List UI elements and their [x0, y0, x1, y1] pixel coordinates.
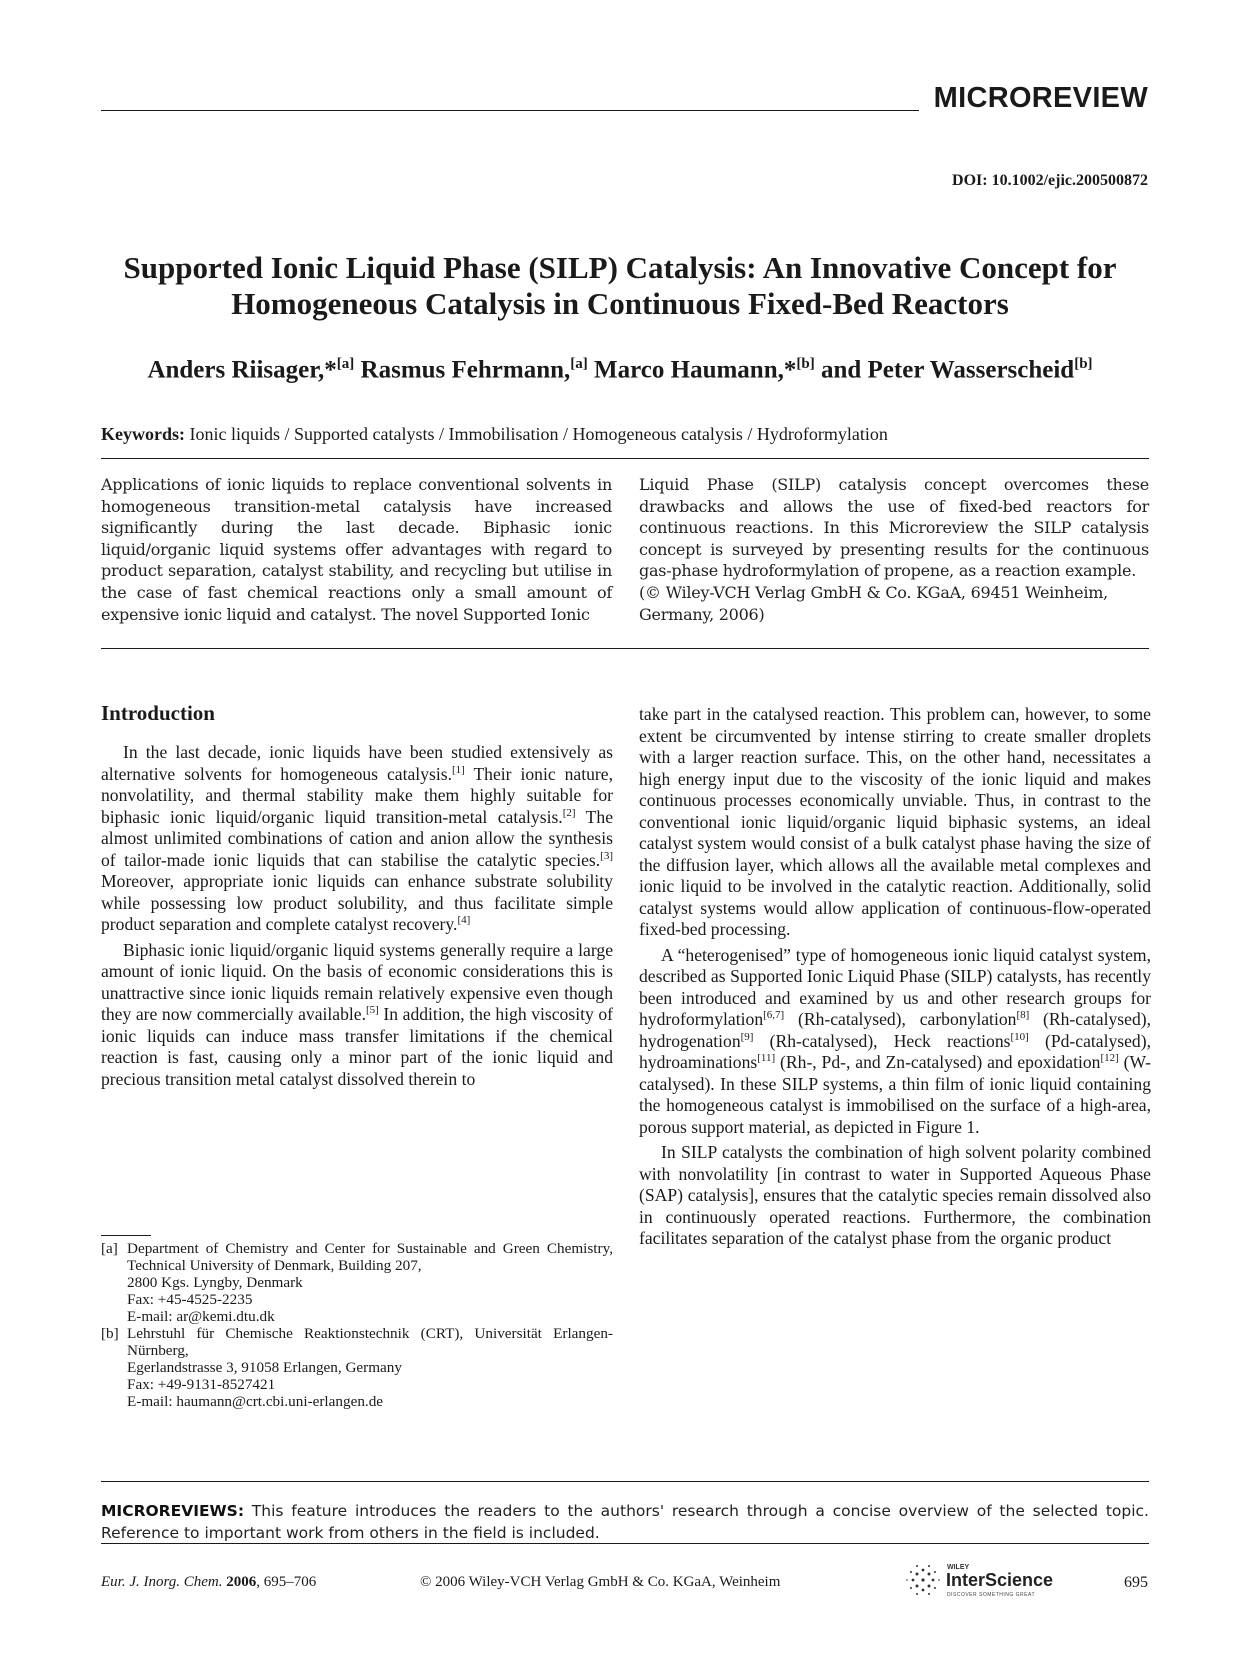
text-run: Their ionic nature, nonvolatility, and thermal stability make them highly suitable for biphasic ionic liquid/organic liquid transition-metal catalysis.	[101, 763, 613, 827]
reference-citation: [8]	[1016, 1009, 1030, 1022]
footnote-b-line-3: Fax: +49-9131-8527421	[127, 1376, 276, 1393]
note-label: MICROREVIEWS:	[101, 1502, 245, 1520]
text-run: (Rh-catalysed), carbonylation	[784, 1009, 1017, 1029]
abstract-copyright-line-2: Germany, 2006)	[639, 604, 765, 624]
journal-year: 2006	[226, 1574, 257, 1590]
intro-paragraph-1	[101, 742, 613, 936]
reference-citation: [3]	[600, 849, 613, 862]
footnote-rule	[101, 1235, 151, 1236]
abstract-bottom-rule	[101, 648, 1149, 649]
author-separator: and	[814, 356, 868, 384]
globe-icon	[906, 1565, 940, 1595]
body-column-right	[639, 704, 1151, 1250]
page-number: 695	[1124, 1574, 1148, 1591]
abstract-right-text: Liquid Phase (SILP) catalysis concept overcomes these drawbacks and allows the use of fixed-bed reactors for continuous reactions. In this Microreview the SILP catalysis concept is surveyed by presenting results for the continuous gas-phase hydroformylation of propene, as a reaction example.	[639, 475, 1149, 581]
text-run: (Rh-catalysed), hydrogenation	[639, 1009, 1151, 1051]
author-name: Marco Haumann,*	[594, 356, 797, 384]
text-run: The almost unlimited combinations of cation and anion allow the synthesis of tailor-made ionic liquids that can stabilise the catalytic species.	[101, 806, 613, 870]
author-affiliation: [a]	[336, 356, 355, 372]
reference-citation: [2]	[562, 806, 576, 819]
footnote-b-line-1: Lehrstuhl für Chemische Reaktionstechnik (CRT), Universität Erlangen-Nürnberg,	[127, 1325, 613, 1359]
text-run: (Rh-, Pd-, and Zn-catalysed) and epoxidation	[775, 1052, 1101, 1072]
note-bottom-rule	[101, 1543, 1149, 1544]
reference-citation: [12]	[1100, 1052, 1119, 1065]
author-name: Anders Riisager,*	[147, 356, 337, 384]
author-affiliation: [b]	[796, 356, 815, 372]
footnote-a-line-2: 2800 Kgs. Lyngby, Denmark	[127, 1274, 303, 1291]
author-name: Peter Wasserscheid	[867, 356, 1075, 384]
journal-citation	[101, 1574, 316, 1591]
footnote-a-line-4: E-mail: ar@kemi.dtu.dk	[127, 1308, 275, 1325]
title-line-1: Supported Ionic Liquid Phase (SILP) Catalysis: An Innovative Concept for	[123, 250, 1117, 285]
text-run: Biphasic ionic liquid/organic liquid systems generally require a large amount of ionic liquid. On the basis of economic considerations this is unattractive since ionic liquids remain relatively expensive even though they are now commercially available.	[101, 939, 613, 1024]
text-run: In addition, the high viscosity of ionic liquids can induce mass transfer limitations if the chemical reaction is fast, causing only a minor part of the ionic liquid and precious transition metal catalyst dissolved therein to	[101, 1004, 613, 1089]
reference-citation: [5]	[366, 1004, 379, 1017]
text-run: A “heterogenised” type of homogeneous ionic liquid catalyst system, described as Supported Ionic Liquid Phase (SILP) catalysts, has recently been introduced and examined by us and other research groups for hydroformylation	[639, 944, 1151, 1029]
intro-paragraph-5	[639, 1142, 1151, 1250]
title-line-2: Homogeneous Catalysis in Continuous Fixed-Bed Reactors	[231, 286, 1009, 321]
author-affiliation: [b]	[1074, 356, 1093, 372]
keywords	[101, 424, 888, 445]
note-text: This feature introduces the readers to the authors' research through a concise overview of the selected topic. Reference to important work from others in the field is included.	[101, 1502, 1149, 1542]
authors	[100, 356, 1140, 384]
microreviews-note	[101, 1500, 1149, 1544]
keywords-label: Keywords:	[101, 424, 185, 444]
logo-name: InterScience	[946, 1570, 1054, 1590]
footnote-a-line-3: Fax: +45-4525-2235	[127, 1291, 253, 1308]
doi: DOI: 10.1002/ejic.200500872	[952, 172, 1148, 189]
affiliation-footnotes	[101, 1240, 613, 1410]
interscience-logo	[905, 1560, 1080, 1600]
intro-paragraph-2	[101, 940, 613, 1091]
footnote-a	[101, 1240, 613, 1325]
reference-citation: [11]	[757, 1052, 776, 1065]
author-affiliation: [a]	[570, 356, 588, 372]
abstract-right	[639, 474, 1149, 625]
introduction-heading: Introduction	[101, 701, 215, 725]
reference-citation: [6,7]	[763, 1009, 785, 1022]
intro-paragraph-4	[639, 945, 1151, 1139]
abstract-top-rule	[101, 458, 1149, 459]
intro-paragraph-3	[639, 704, 1151, 941]
article-title	[100, 250, 1140, 322]
footnote-tag: [a]	[101, 1240, 118, 1257]
section-label: MICROREVIEW	[933, 82, 1148, 114]
keywords-text: Ionic liquids / Supported catalysts / Immobilisation / Homogeneous catalysis / Hydroformylation	[189, 424, 888, 444]
text-run: In SILP catalysts the combination of high solvent polarity combined with nonvolatility [in contrast to water in Supported Aqueous Phase (SAP) catalysis], ensures that the catalytic species remain dissolved also in continuously operated reactions. Furthermore, the combination facilitates separation of the catalyst phase from the organic product	[639, 1142, 1151, 1248]
author-name: Rasmus Fehrmann,	[360, 356, 571, 384]
footer-copyright: © 2006 Wiley-VCH Verlag GmbH & Co. KGaA, Weinheim	[420, 1574, 781, 1590]
text-run: Moreover, appropriate ionic liquids can enhance substrate solubility while possessing low product solubility, and thus facilitate simple product separation and complete catalyst recovery.	[101, 871, 613, 934]
logo-tagline: DISCOVER SOMETHING GREAT	[947, 1592, 1036, 1598]
journal-name: Eur. J. Inorg. Chem.	[101, 1574, 223, 1590]
text-run: (Pd-catalysed), hydroaminations	[639, 1030, 1151, 1072]
footnote-b-line-2: Egerlandstrasse 3, 91058 Erlangen, Germany	[127, 1359, 402, 1376]
header-rule	[101, 110, 919, 111]
reference-citation: [1]	[451, 763, 465, 776]
note-top-rule	[101, 1481, 1149, 1482]
body-column-left	[101, 742, 613, 1090]
reference-citation: [10]	[1010, 1030, 1029, 1043]
journal-pages: , 695–706	[256, 1574, 317, 1590]
reference-citation: [9]	[740, 1030, 754, 1043]
footnote-b	[101, 1325, 613, 1410]
logo-brand: WILEY	[947, 1564, 970, 1571]
text-run: (Rh-catalysed), Heck reactions	[753, 1030, 1011, 1051]
footnote-a-line-1: Department of Chemistry and Center for Sustainable and Green Chemistry, Technical University of Denmark, Building 207,	[127, 1240, 613, 1274]
text-run: In the last decade, ionic liquids have been studied extensively as alternative solvents for homogeneous catalysis.	[101, 742, 613, 784]
abstract-left: Applications of ionic liquids to replace conventional solvents in homogeneous transition-metal catalysis have increased significantly during the last decade. Biphasic ionic liquid/organic liquid systems offer advantages with regard to product separation, catalyst stability, and recycling but utilise in the case of fast chemical reactions only a small amount of expensive ionic liquid and catalyst. The novel Supported Ionic	[101, 475, 612, 624]
abstract-copyright-line-1: (© Wiley-VCH Verlag GmbH & Co. KGaA, 69451 Weinheim,	[639, 582, 1108, 602]
reference-citation: [4]	[457, 914, 471, 927]
text-run: take part in the catalysed reaction. This problem can, however, to some extent be circumvented by intense stirring to create smaller droplets with a larger reaction surface. This, on the other hand, necessitates a high energy input due to the viscosity of the ionic liquid and makes continuous processes economically unviable. Thus, in contrast to the conventional ionic liquid/organic liquid biphasic systems, an ideal catalyst system would consist of a bulk catalyst phase having the size of the diffusion layer, which allows all the available metal complexes and ionic liquid to be involved in the catalytic reaction. Additionally, solid catalyst systems would allow application of continuous-flow-operated fixed-bed processing.	[639, 704, 1151, 939]
text-run: (W-catalysed). In these SILP systems, a thin film of ionic liquid containing the homogeneous catalyst is immobilised on the surface of a high-area, porous support material, as depicted in Figure 1.	[639, 1052, 1151, 1137]
footnote-tag: [b]	[101, 1325, 119, 1342]
footnote-b-line-4: E-mail: haumann@crt.cbi.uni-erlangen.de	[127, 1393, 384, 1410]
